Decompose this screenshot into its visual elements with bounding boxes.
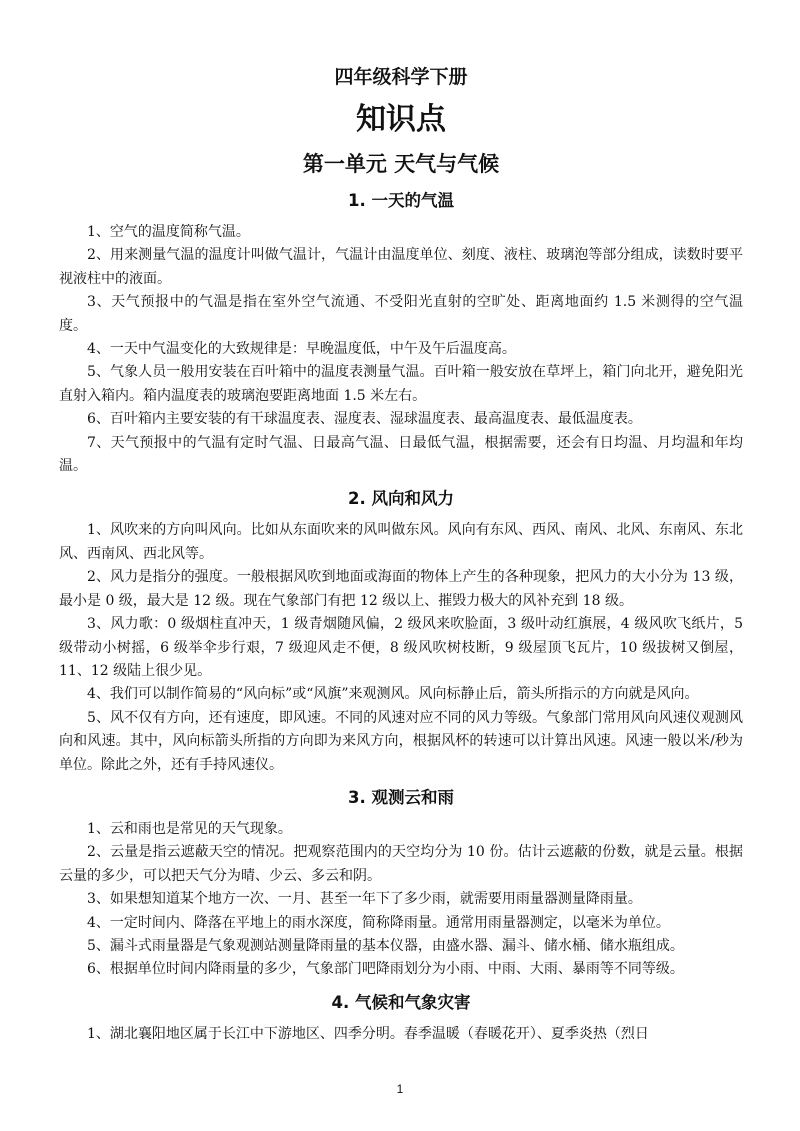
list-item: 6、根据单位时间内降雨量的多少，气象部门吧降雨划分为小雨、中雨、大雨、暴雨等不同等级。 — [87, 961, 684, 978]
list-item: 1、风吹来的方向叫风向。比如从东面吹来的风叫做东风。风向有东风、西风、南风、北风、东南风、东北风、西南风、西北风等。 — [59, 522, 743, 562]
list-item: 3、风力歌：0 级烟柱直冲天，1 级青烟随风偏，2 级风来吹脸面，3 级叶动红旗展，4 级风吹飞纸片，5 级带动小树摇，6 级举伞步行艰，7 级迎风走不便，8 级风吹树枝断，9 级屋顶飞瓦片，10 级拔树又倒屋，11、12 级陆上很少见。 — [59, 616, 743, 679]
section-title: 2. 风向和风力 — [348, 489, 454, 509]
list-item: 5、风不仅有方向，还有速度，即风速。不同的风速对应不同的风力等级。气象部门常用风向风速仪观测风向和风速。其中，风向标箭头所指的方向即为来风方向，根据风杯的转速可以计算出风速。风速一般以米/秒为单位。除此之外，还有手持风速仪。 — [59, 709, 743, 773]
list-item: 4、我们可以制作简易的“风向标”或“风旗”来观测风。风向标静止后，箭头所指示的方向就是风向。 — [87, 686, 699, 703]
list-item: 3、如果想知道某个地方一次、一月、甚至一年下了多少雨，就需要用雨量器测量降雨量。 — [87, 891, 642, 908]
list-item: 5、漏斗式雨量器是气象观测站测量降雨量的基本仪器，由盛水器、漏斗、储水桶、储水瓶组成。 — [87, 937, 684, 954]
section-title: 1. 一天的气温 — [348, 191, 454, 210]
section-title: 4. 气候和气象灾害 — [331, 992, 471, 1012]
list-item: 2、云量是指云遮蔽天空的情况。把观察范围内的天空均分为 10 份。估计云遮蔽的份数，就是云量。根据云量的多少，可以把天气分为晴、少云、多云和阴。 — [59, 844, 743, 884]
document-subtitle: 知识点 — [356, 102, 446, 137]
list-item: 4、一天中气温变化的大致规律是：早晚温度低，中午及午后温度高。 — [87, 341, 516, 358]
page-number: 1 — [396, 1082, 404, 1096]
list-item: 1、湖北襄阳地区属于长江中下游地区、四季分明。春季温暖（春暖花开）、夏季炎热（烈日 — [87, 1025, 649, 1042]
section-title: 3. 观测云和雨 — [348, 787, 454, 807]
section-daily-temperature — [59, 187, 743, 478]
unit-title: 第一单元 天气与气候 — [302, 152, 500, 176]
section-cloud-rain — [59, 784, 743, 982]
section-climate-disasters — [59, 989, 743, 1046]
document-title: 四年级科学下册 — [334, 66, 468, 88]
list-item: 2、风力是指分的强度。一般根据风吹到地面或海面的物体上产生的各种现象，把风力的大小分为 13 级，最小是 0 级，最大是 12 级。现在气象部门有把 12 级以上、摧毁力极大的风补充到 18 级。 — [59, 569, 743, 609]
list-item: 4、一定时间内、降落在平地上的雨水深度，简称降雨量。通常用雨量器测定，以毫米为单位。 — [87, 914, 670, 931]
list-item: 1、空气的温度简称气温。 — [87, 224, 250, 240]
list-item: 7、天气预报中的气温有定时气温、日最高气温、日最低气温，根据需要，还会有日均温、月均温和年均温。 — [59, 434, 743, 475]
list-item: 5、气象人员一般用安装在百叶箱中的温度表测量气温。百叶箱一般安放在草坪上，箱门向北开，避免阳光直射入箱内。箱内温度表的玻璃泡要距离地面 1.5 米左右。 — [59, 364, 743, 404]
list-item: 2、用来测量气温的温度计叫做气温计，气温计由温度单位、刻度、液柱、玻璃泡等部分组成，读数时要平视液柱中的液面。 — [59, 247, 743, 287]
list-item: 6、百叶箱内主要安装的有干球温度表、湿度表、湿球温度表、最高温度表、最低温度表。 — [87, 411, 642, 428]
list-item: 3、天气预报中的气温是指在室外空气流通、不受阳光直射的空旷处、距离地面约 1.5 米测得的空气温度。 — [59, 294, 743, 334]
list-item: 1、云和雨也是常见的天气现象。 — [87, 820, 292, 837]
section-wind — [59, 485, 743, 776]
